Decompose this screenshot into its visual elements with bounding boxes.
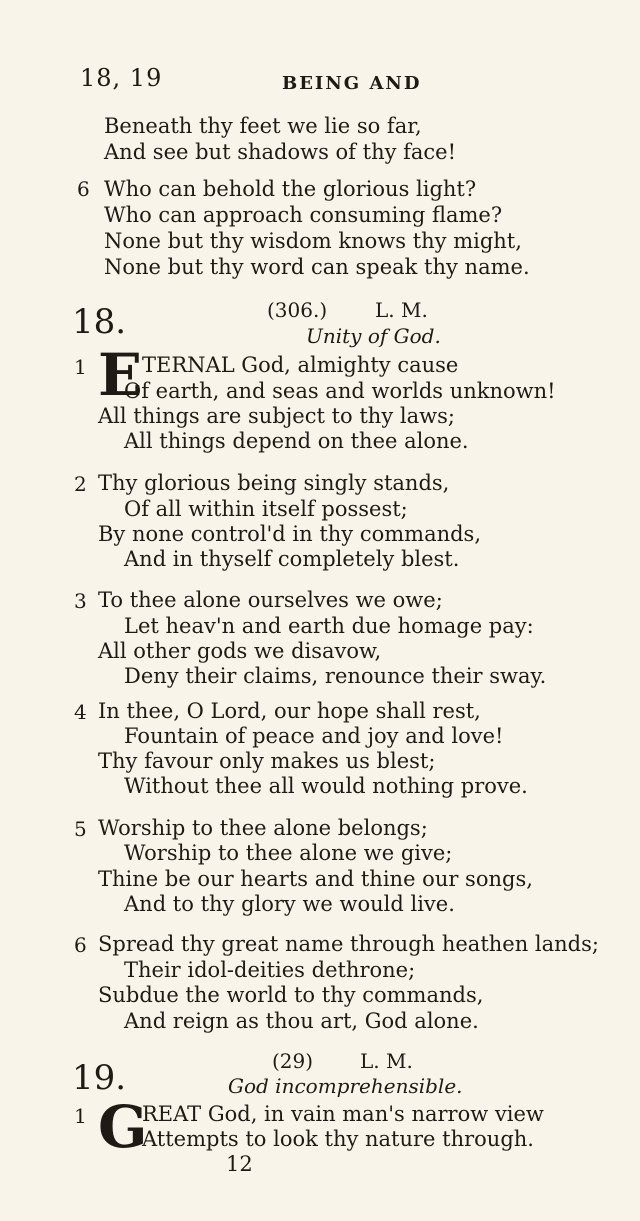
verse-number: 2 <box>74 472 87 496</box>
hymn-number: 19. <box>72 1058 127 1098</box>
verse-line: Of all within itself possest; <box>124 497 408 521</box>
verse-number: 6 <box>77 177 90 201</box>
verse-line: Fountain of peace and joy and love! <box>124 724 504 748</box>
verse-line: To thee alone ourselves we owe; <box>98 588 443 612</box>
hymn-meter: L. M. <box>360 1049 413 1073</box>
verse-line: Let heav'n and earth due homage pay: <box>124 614 534 638</box>
verse-number: 3 <box>74 589 87 613</box>
verse-line: And see but shadows of thy face! <box>104 140 457 164</box>
verse-line: And in thyself completely blest. <box>124 547 460 571</box>
hymn-subtitle: God incomprehensible. <box>228 1074 463 1098</box>
hymn-meter: L. M. <box>375 298 428 322</box>
hymn-reference: (29) <box>272 1049 314 1073</box>
hymn-reference: (306.) <box>267 298 328 322</box>
verse-line: In thee, O Lord, our hope shall rest, <box>98 699 481 723</box>
verse-line: Subdue the world to thy commands, <box>98 983 484 1007</box>
verse-line: All things depend on thee alone. <box>124 429 469 453</box>
header-hymn-numbers: 18, 19 <box>80 64 163 92</box>
verse-line: Attempts to look thy nature through. <box>142 1127 534 1151</box>
verse-number: 1 <box>74 355 87 379</box>
verse-line: REAT God, in vain man's narrow view <box>142 1102 544 1126</box>
verse-number: 1 <box>74 1104 87 1128</box>
page-number: 12 <box>226 1152 253 1176</box>
verse-line: All other gods we disavow, <box>98 639 382 663</box>
verse-line: Worship to thee alone belongs; <box>98 816 428 840</box>
verse-line: Thine be our hearts and thine our songs, <box>98 867 533 891</box>
verse-line: Spread thy great name through heathen lands; <box>98 932 599 956</box>
verse-line: Of earth, and seas and worlds unknown! <box>124 379 556 403</box>
verse-line: Without thee all would nothing prove. <box>124 774 528 798</box>
verse-line: And to thy glory we would live. <box>124 892 455 916</box>
verse-number: 4 <box>74 700 87 724</box>
verse-line: Beneath thy feet we lie so far, <box>104 114 422 138</box>
header-title: BEING AND <box>282 73 422 94</box>
verse-line: And reign as thou art, God alone. <box>124 1009 479 1033</box>
verse-line: Who can approach consuming flame? <box>104 203 503 227</box>
drop-cap: G <box>98 1093 148 1161</box>
hymn-subtitle: Unity of God. <box>306 324 441 348</box>
verse-line: Deny their claims, renounce their sway. <box>124 664 547 688</box>
verse-line: TERNAL God, almighty cause <box>142 353 459 377</box>
verse-line: None but thy word can speak thy name. <box>104 255 530 279</box>
verse-line: Who can behold the glorious light? <box>104 177 477 201</box>
verse-line: None but thy wisdom knows thy might, <box>104 229 522 253</box>
hymn-number: 18. <box>72 302 127 342</box>
drop-cap: E <box>98 341 143 409</box>
verse-line: All things are subject to thy laws; <box>98 404 455 428</box>
verse-number: 5 <box>74 817 87 841</box>
verse-line: Their idol-deities dethrone; <box>124 958 416 982</box>
verse-line: Worship to thee alone we give; <box>124 841 453 865</box>
verse-line: Thy favour only makes us blest; <box>98 749 436 773</box>
verse-line: Thy glorious being singly stands, <box>98 471 450 495</box>
verse-line: By none control'd in thy commands, <box>98 522 482 546</box>
verse-number: 6 <box>74 933 87 957</box>
